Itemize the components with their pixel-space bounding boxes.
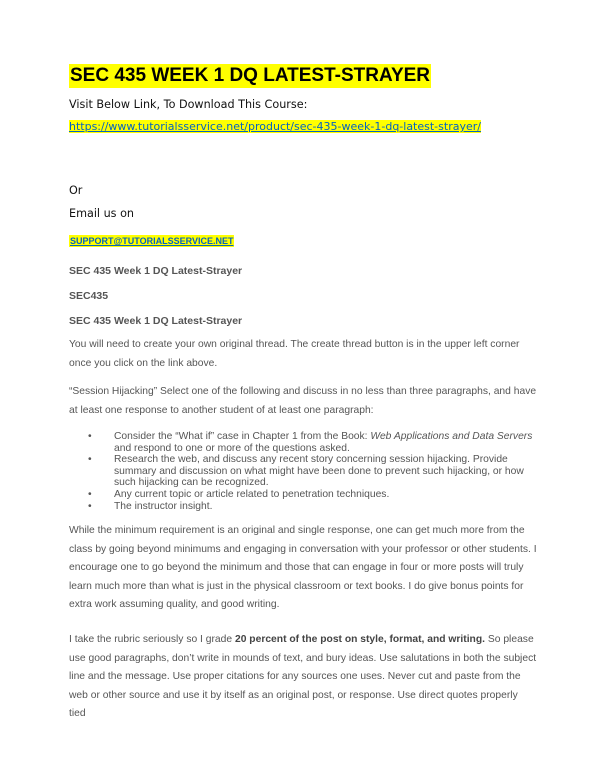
bullet-icon: • xyxy=(88,431,92,442)
requirements-paragraph: While the minimum requirement is an original and single response, one can get much more from the class by going beyond minimums and engaging in conversation with your professor or other students. I encourage one to go beyond the minimum and those that can engage in four or more posts will truly learn much more than what is just in the physical classroom or text books. I do give bonus points for extra work assuming quality, and good writing. xyxy=(69,525,537,610)
section-subheading: SEC 435 Week 1 DQ Latest-Strayer xyxy=(69,315,243,327)
bullet-icon: • xyxy=(88,500,92,512)
bullet-icon: • xyxy=(88,488,92,500)
or-text: Or xyxy=(69,184,83,197)
page-title: SEC 435 WEEK 1 DQ LATEST-STRAYER xyxy=(70,65,431,86)
course-link[interactable]: https://www.tutorialsservice.net/product/sec-435-week-1-dq-latest-strayer/ xyxy=(69,120,481,133)
list-item: • Consider the “What if” case in Chapter 1 from the Book: Web Applications and Data Servers and respond to one or more of the questions asked. xyxy=(88,431,533,454)
section-heading: SEC 435 Week 1 DQ Latest-Strayer xyxy=(69,265,243,277)
grading-emphasis: 20 percent of the post on style, format, and writing. xyxy=(234,634,486,645)
book-title: Web Applications and Data Servers xyxy=(370,431,533,442)
list-item: • Research the web, and discuss any recent story concerning session hijacking. Provide summary and discussion on what might have been done to prevent such hijacking, or how such hijacking can be recognized. xyxy=(88,454,524,489)
assignment-paragraph: “Session Hijacking” Select one of the following and discuss in no less than three paragraphs, and have at least one response to another student of at least one paragraph: xyxy=(69,386,537,416)
topic-list xyxy=(88,431,548,512)
list-item: • Any current topic or article related to penetration techniques. xyxy=(88,488,390,500)
list-item: • The instructor insight. xyxy=(88,500,213,512)
instructions-paragraph: You will need to create your own original thread. The create thread button is in the upper left corner once you click on the link above. xyxy=(69,339,520,369)
email-label: Email us on xyxy=(69,207,135,220)
grading-paragraph: I take the rubric seriously so I grade 20 percent of the post on style, format, and writing. So please use good paragraphs, don’t write in mounds of text, and bury ideas. Use salutations in both the subject line and the message. Use proper citations for any sources one uses. Never cut and paste from the web or other source and use it by itself as an original post, or response. Use direct quotes properly tied xyxy=(69,634,537,719)
bullet-icon: • xyxy=(88,454,92,466)
visit-text: Visit Below Link, To Download This Course: xyxy=(69,98,308,111)
course-code: SEC435 xyxy=(69,290,109,302)
email-link[interactable]: SUPPORT@TUTORIALSSERVICE.NET xyxy=(70,236,234,246)
